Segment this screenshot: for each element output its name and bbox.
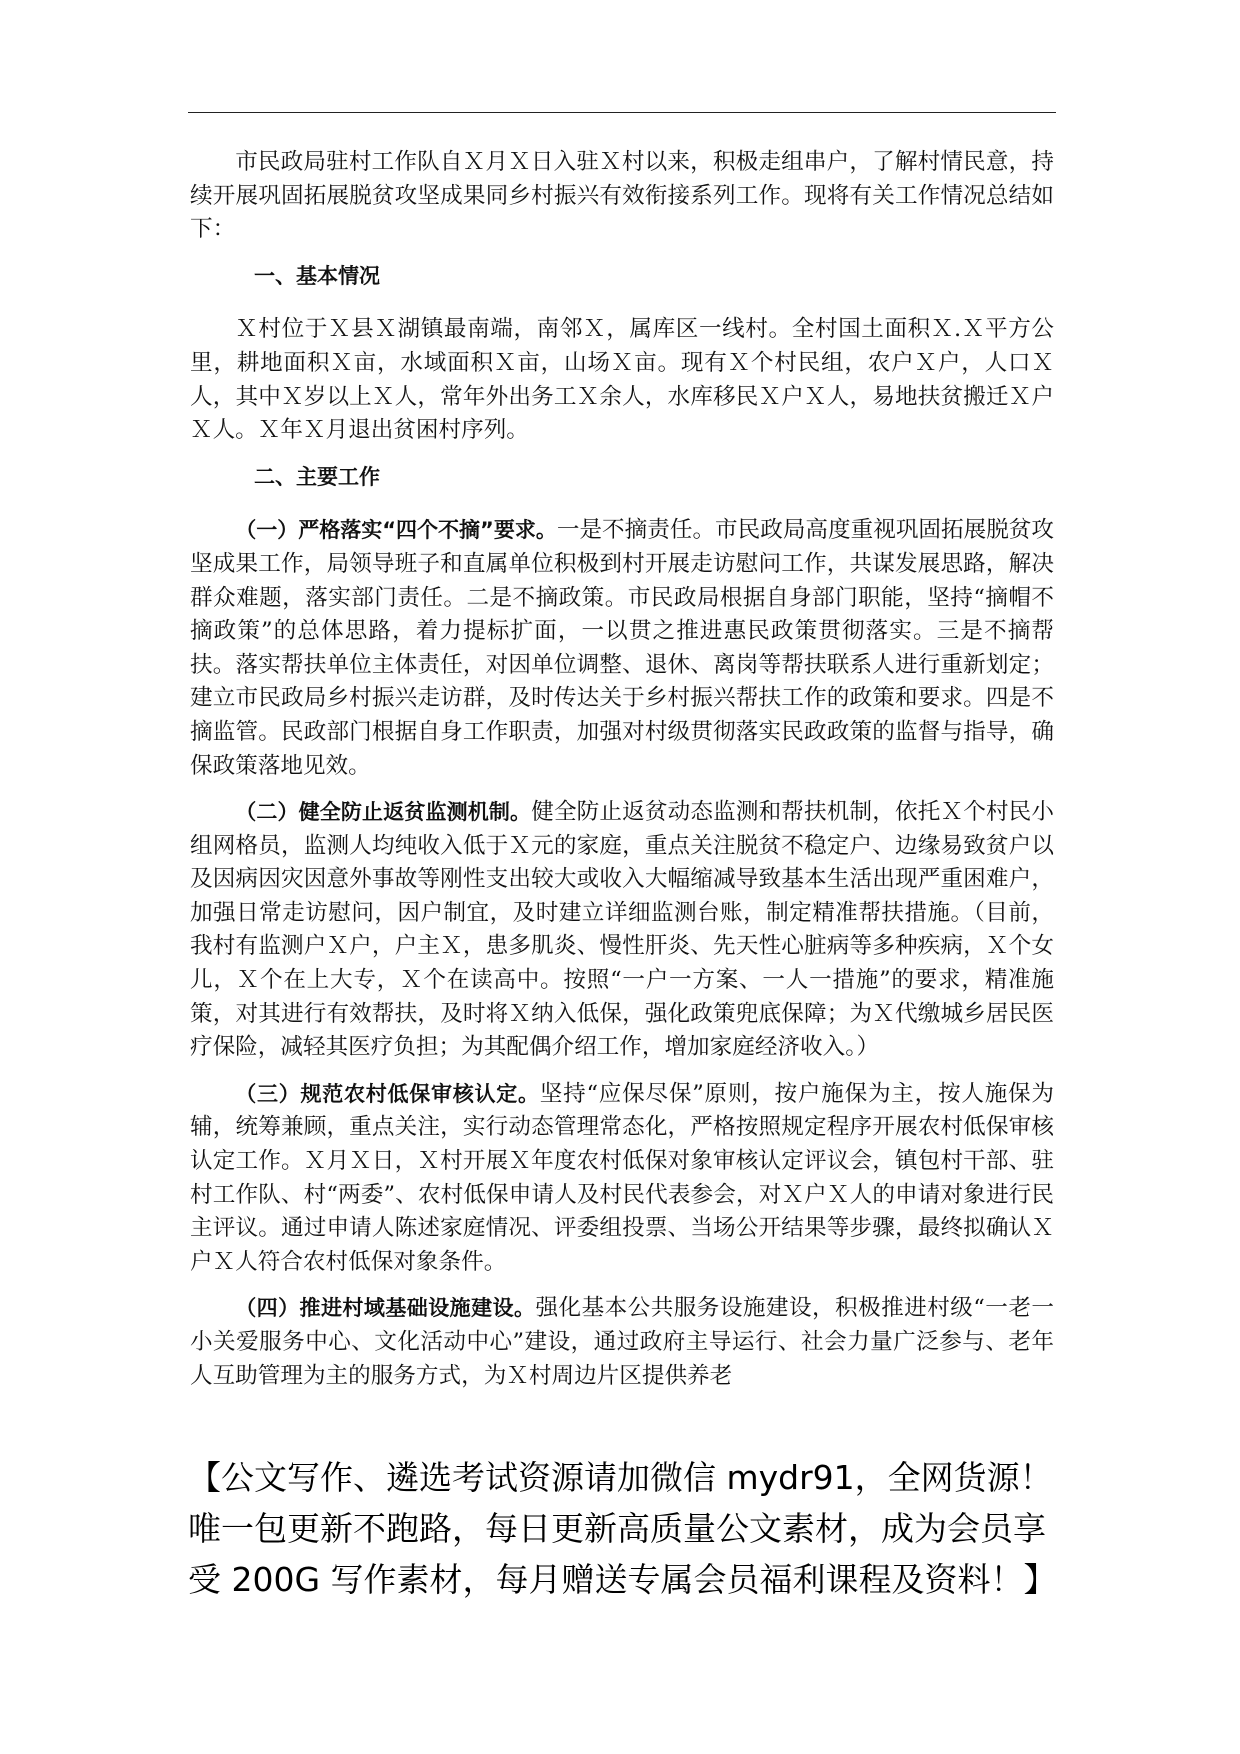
work-item-text: 强化基本公共服务设施建设，积极推进村级“一老一小关爱服务中心、文化活动中心”建设，通过政府主导运行、社会力量广泛参与、老年人互助管理为主的服务方式，为Ｘ村周边片区提供养老 [190,1295,1054,1389]
document-body [190,146,1054,1406]
work-item-paragraph [190,1292,1054,1393]
section-heading-basic-info: 一、基本情况 [254,263,380,288]
work-item-text: 坚持“应保尽保”原则，按户施保为主，按人施保为辅，统筹兼顾，重点关注，实行动态管理常态化，严格按照规定程序开展农村低保审核认定工作。Ｘ月Ｘ日，Ｘ村开展Ｘ年度农村低保对象审核认定评议会，镇包村干部、驻村工作队、村“两委”、农村低保申请人及村民代表参会，对Ｘ户Ｘ人的申请对象进行民主评议。通过申请人陈述家庭情况、评委组投票、当场公开结果等步骤，最终拟确认Ｘ户Ｘ人符合农村低保对象条件。 [190,1080,1054,1275]
work-item-text: 一是不摘责任。市民政局高度重视巩固拓展脱贫攻坚成果工作，局领导班子和直属单位积极到村开展走访慰问工作，共谋发展思路，解决群众难题，落实部门责任。二是不摘政策。市民政局根据自身部门职能，坚持“摘帽不摘政策”的总体思路，着力提标扩面，一以贯之推进惠民政策贯彻落实。三是不摘帮扶。落实帮扶单位主体责任，对因单位调整、退休、离岗等帮扶联系人进行重新划定；建立市民政局乡村振兴走访群，及时传达关于乡村振兴帮扶工作的政策和要求。四是不摘监管。民政部门根据自身工作职责，加强对村级贯彻落实民政政策的监督与指导，确保政策落地见效。 [190,517,1055,779]
work-item-paragraph [190,514,1054,783]
work-item-text: 健全防止返贫动态监测和帮扶机制，依托Ｘ个村民小组网格员，监测人均纯收入低于Ｘ元的家庭，重点关注脱贫不稳定户、边缘易致贫户以及因病因灾因意外事故等刚性支出较大或收入大幅缩减导致基本生活出现严重困难户，加强日常走访慰问，因户制宜，及时建立详细监测台账，制定精准帮扶措施。（目前，我村有监测户Ｘ户，户主Ｘ，患多肌炎、慢性肝炎、先天性心脏病等多种疾病，Ｘ个女儿，Ｘ个在上大专，Ｘ个在读高中。按照“一户一方案、一人一措施”的要求，精准施策，对其进行有效帮扶，及时将Ｘ纳入低保，强化政策兜底保障；为Ｘ代缴城乡居民医疗保险，减轻其医疗负担；为其配偶介绍工作，增加家庭经济收入。） [190,799,1055,1061]
intro-paragraph: 市民政局驻村工作队自Ｘ月Ｘ日入驻Ｘ村以来，积极走组串户，了解村情民意，持续开展巩固拓展脱贫攻坚成果同乡村振兴有效衔接系列工作。现将有关工作情况总结如下： [190,149,1054,243]
basic-info-paragraph: Ｘ村位于Ｘ县Ｘ湖镇最南端，南邻Ｘ，属库区一线村。全村国土面积Ｘ.Ｘ平方公里，耕地面积Ｘ亩，水域面积Ｘ亩，山场Ｘ亩。现有Ｘ个村民组，农户Ｘ户，人口Ｘ人，其中Ｘ岁以上Ｘ人，常年外出务工Ｘ余人，水库移民Ｘ户Ｘ人，易地扶贫搬迁Ｘ户Ｘ人。Ｘ年Ｘ月退出贫困村序列。 [190,316,1054,444]
work-item-title: （一）严格落实“四个不摘”要求。 [235,518,557,543]
work-item-paragraph [190,796,1054,1065]
work-item-title: （二）健全防止返贫监测机制。 [235,800,532,825]
section-heading-main-work: 二、主要工作 [254,464,380,489]
header-rule [188,112,1056,113]
work-item-title: （三）规范农村低保审核认定。 [235,1081,540,1106]
promo-banner: 【公文写作、遴选考试资源请加微信 mydr91，全网货源！唯一包更新不跑路，每日更新高质量公文素材，成为会员享受 200G 写作素材，每月赠送专属会员福利课程及资料！】 [188,1458,1057,1599]
work-item-title: （四）推进村域基础设施建设。 [235,1296,536,1321]
work-item-paragraph [190,1078,1054,1280]
